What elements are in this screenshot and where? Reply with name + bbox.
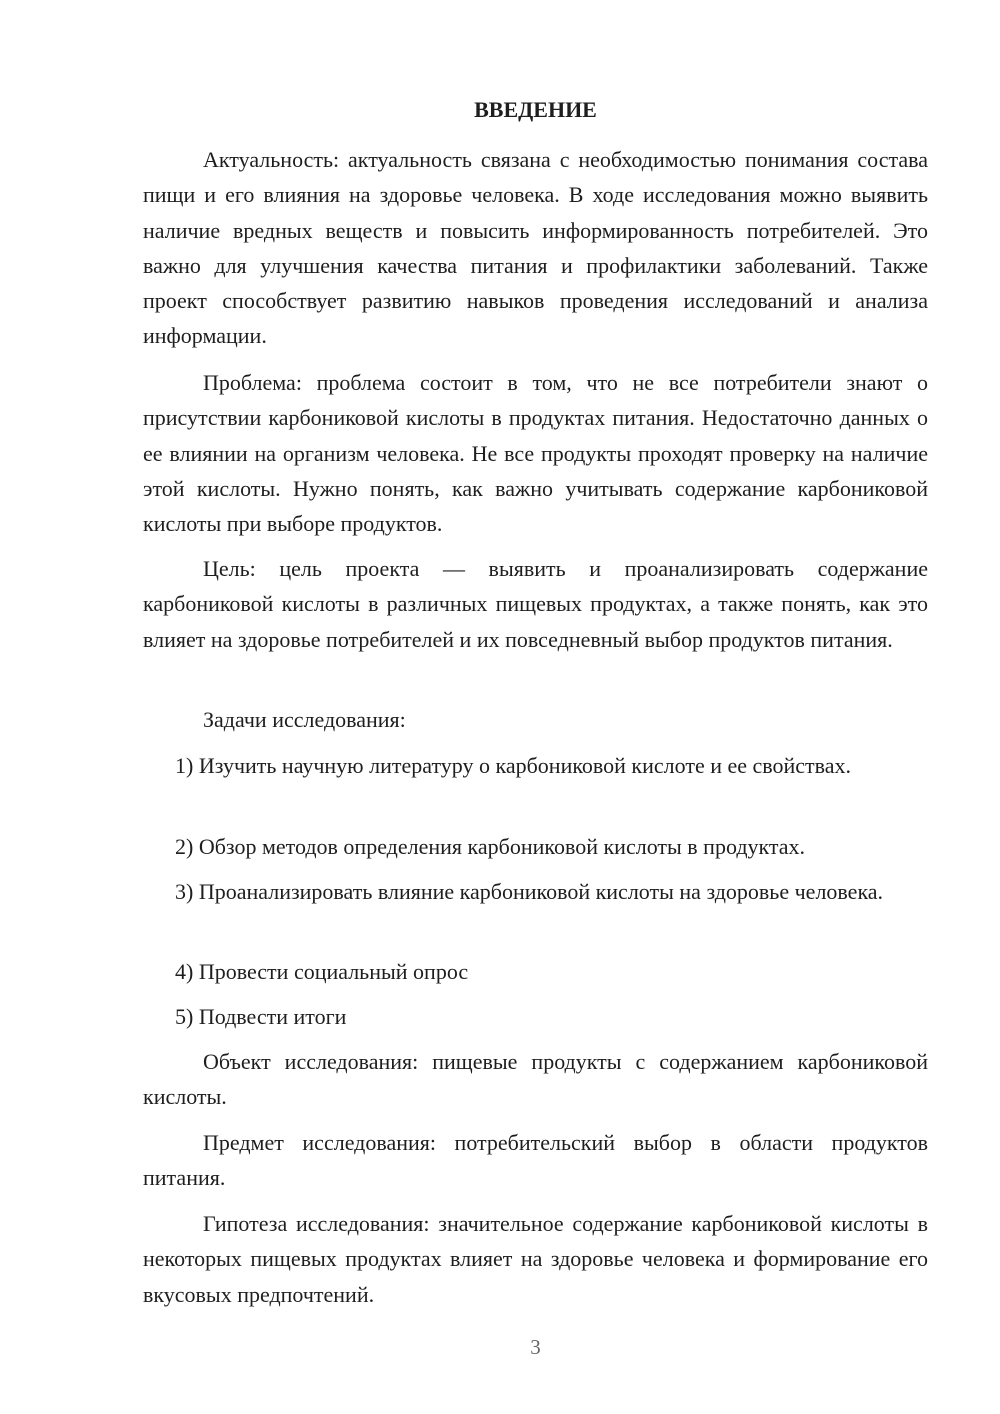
page-number: 3: [530, 1335, 541, 1359]
problem-paragraph: Проблема: проблема состоит в том, что не все потребители знают о присутствии карбониковой кислоты в продуктах питания. Недостаточно данных о ее влиянии на организм человека. Не все продукты проходят проверку на наличие этой кислоты. Нужно понять, как важно учитывать содержание карбониковой кислоты при выборе продуктов.: [143, 370, 928, 537]
research-subject-paragraph: Предмет исследования: потребительский выбор в области продуктов питания.: [143, 1130, 928, 1191]
task-item-3: 3) Проанализировать влияние карбониковой кислоты на здоровье человека.: [175, 879, 884, 904]
tasks-heading: Задачи исследования:: [203, 707, 406, 732]
task-item-1: 1) Изучить научную литературу о карбониковой кислоте и ее свойствах.: [175, 753, 852, 778]
relevance-paragraph: Актуальность: актуальность связана с необходимостью понимания состава пищи и его влияния на здоровье человека. В ходе исследования можно выявить наличие вредных веществ и повысить информированность потребителей. Это важно для улучшения качества питания и профилактики заболеваний. Также проект способствует развитию навыков проведения исследований и анализа информации.: [143, 147, 928, 349]
goal-paragraph: Цель: цель проекта — выявить и проанализировать содержание карбониковой кислоты в различных пищевых продуктах, а также понять, как это влияет на здоровье потребителей и их повседневный выбор продуктов питания.: [143, 556, 928, 652]
section-title: ВВЕДЕНИЕ: [474, 97, 597, 122]
hypothesis-paragraph: Гипотеза исследования: значительное содержание карбониковой кислоты в некоторых пищевых продуктах влияет на здоровье человека и формирование его вкусовых предпочтений.: [143, 1211, 928, 1307]
task-item-2: 2) Обзор методов определения карбониковой кислоты в продуктах.: [175, 834, 806, 859]
research-object-paragraph: Объект исследования: пищевые продукты с содержанием карбониковой кислоты.: [143, 1049, 928, 1110]
task-item-4: 4) Провести социальный опрос: [175, 959, 469, 984]
document-page: [143, 0, 928, 1414]
task-item-5: 5) Подвести итоги: [175, 1004, 347, 1029]
